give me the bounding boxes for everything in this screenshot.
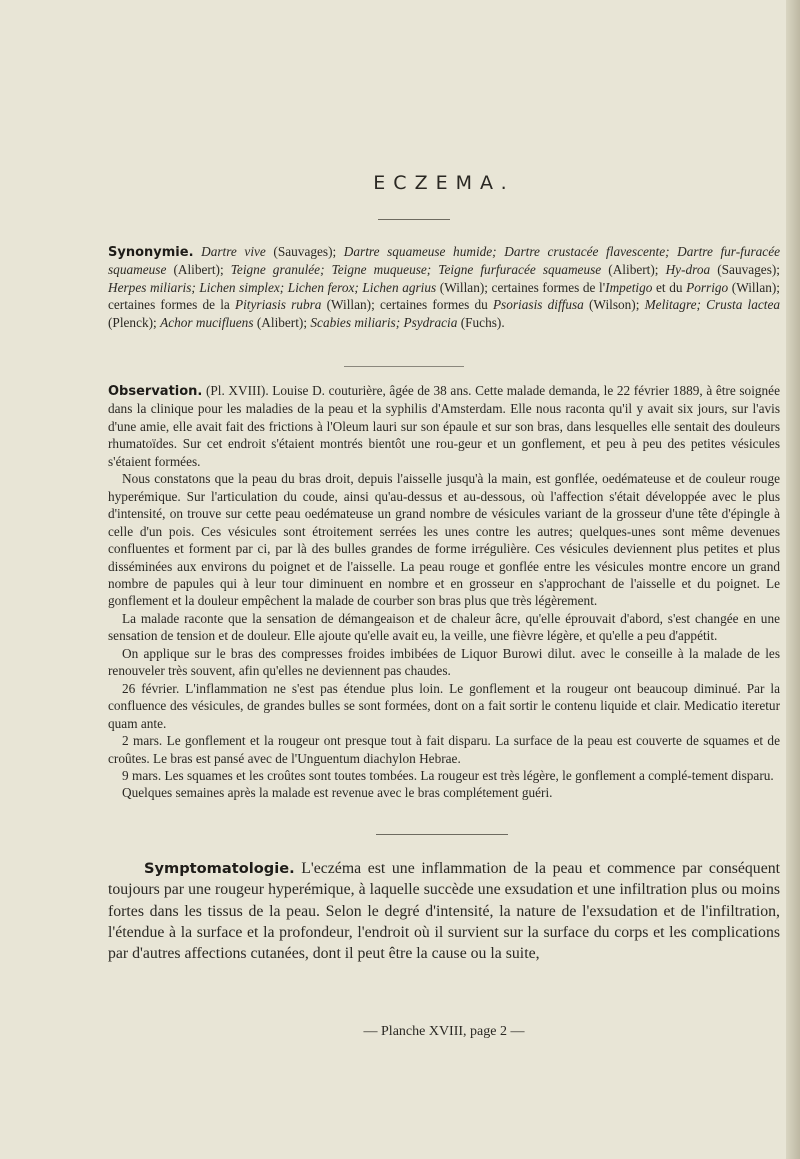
symptomatologie-heading: Symptomatologie. [144, 860, 295, 877]
synonymie-section [108, 243, 780, 331]
page-title: ECZEMA. [373, 172, 515, 194]
synonym-text: et du [652, 279, 687, 295]
synonym-term: Teigne granulée; Teigne muqueuse; Teigne furfuracée squameuse [230, 262, 602, 278]
synonym-text: (Fuchs). [457, 314, 505, 330]
synonym-term: Psoriasis diffusa [492, 297, 584, 313]
synonym-text: (Alibert); [166, 262, 231, 278]
synonym-term: Herpes miliaris; Lichen simplex; Lichen ferox; Lichen agrius [108, 279, 437, 295]
synonym-text: (Sauvages); [710, 262, 780, 278]
symptomatologie-paragraph [108, 858, 780, 964]
synonym-term: Porrigo [686, 279, 729, 295]
synonym-text: (Willan); certaines formes de la [108, 279, 780, 313]
synonymie-heading: Synonymie. [108, 245, 194, 260]
synonym-term: Impetigo [605, 279, 653, 295]
page-edge [786, 0, 800, 1159]
synonym-term: Melitagre; Crusta lactea [644, 297, 780, 313]
page-footer: — Planche XVIII, page 2 — [363, 1024, 525, 1039]
observation-text: (Pl. XVIII). Louise D. couturière, âgée de 38 ans. Cette malade demanda, le 22 février 1889, à être soignée dans la clinique pour les maladies de la peau et la syphilis d'Amsterdam. Elle nous raconta qu'il y avait six jours, sur l'avis d'une amie, elle avait fait des frictions à l'Oleum lauri sur son épaule et sur son bras, dans lesquelles elle sentait des douleurs rhumatoïdes. Sur cet endroit s'étaient montrés bientôt une rou-geur et un gonflement, et peu à peu des petites vésicules s'étaient formées. [108, 383, 780, 469]
symptomatologie-text: L'eczéma est une inflammation de la peau et commence par conséquent toujours par une rougeur hyperémique, à laquelle succède une exsudation et une infiltration plus ou moins fortes dans les tissus de la peau. Selon le degré d'intensité, la nature de l'exsudation et de l'infiltration, l'étendue à la surface et la profondeur, l'endroit où il survient sur la surface du corps et les complications par d'autres affections cutanées, dont il peut être la cause ou la suite, [108, 860, 780, 963]
observation-paragraph: Nous constatons que la peau du bras droit, depuis l'aisselle jusqu'à la main, est gonflée, oedémateuse et de couleur rouge hyperémique. Sur l'articulation du coude, ainsi qu'au-dessus et au-dessous, où l'affection s'était développée avec le plus d'intensité, on trouve sur cette peau oedémateuse un grand nombre de vésicules variant de la grosseur d'une tête d'épingle à celle d'un pois. Ces vésicules sont étroitement serrées les unes contre les autres; quelques-unes sont même devenues confluentes et forment par ci, par là des bulles grandes de forme irrégulière. Ces vésicules deviennent plus petites et plus disséminées aux environs du poignet et de l'aisselle. La peau rouge et gonflée entre les vésicules montre encore un grand nombre de papules qui à leur tour diminuent en nombre et en grosseur en s'approchant de l'aisselle et du poignet. Le gonflement et la douleur empêchent la malade de courber son bras plus que très légèrement. [108, 471, 780, 609]
observation-section [108, 382, 780, 802]
synonym-text: (Alibert); [253, 314, 311, 330]
divider [344, 366, 464, 367]
synonym-text: (Willan); certaines formes de l' [436, 279, 606, 295]
synonym-text: (Wilson); [583, 297, 645, 313]
observation-paragraph: 26 février. L'inflammation ne s'est pas étendue plus loin. Le gonflement et la rougeur ont beaucoup diminué. Par la confluence des vésicules, de grandes bulles se sont formées, dont on a fait sortir le contenu liquide et clair. Medicatio iteretur quam ante. [108, 680, 780, 731]
divider [378, 219, 450, 220]
synonym-term: Hy-droa [665, 262, 711, 278]
observation-paragraph [108, 382, 780, 470]
observation-paragraph: On applique sur le bras des compresses froides imbibées de Liquor Burowi dilut. avec le conseille à la malade de les renouveler très souvent, afin qu'elles ne deviennent pas chaudes. [108, 645, 780, 679]
synonym-text: (Willan); certaines formes du [321, 297, 493, 313]
observation-paragraph: 2 mars. Le gonflement et la rougeur ont presque tout à fait disparu. La surface de la peau est couverte de squames et de croûtes. Le bras est pansé avec de l'Unguentum diachylon Hebrae. [108, 733, 780, 766]
synonym-term: Pityriasis rubra [234, 297, 322, 313]
observation-paragraph: Quelques semaines après la malade est revenue avec le bras complétement guéri. [122, 785, 553, 801]
synonym-text: (Alibert); [601, 262, 666, 278]
synonym-text [194, 244, 202, 259]
synonymie-body [108, 244, 780, 330]
synonym-text: (Plenck); [108, 314, 161, 330]
synonym-text: (Sauvages); [265, 244, 344, 259]
observation-heading: Observation. [108, 384, 203, 399]
synonym-term: Dartre squameuse humide; Dartre crustacée flavescente; Dartre fur-furacée squameuse [108, 244, 780, 278]
synonymie-paragraph [108, 243, 780, 331]
synonym-term: Scabies miliaris; Psydracia [310, 314, 458, 330]
synonym-term: Achor mucifluens [160, 314, 254, 330]
divider [376, 834, 508, 835]
symptomatologie-section [108, 858, 780, 964]
synonym-term: Dartre vive [201, 244, 266, 259]
observation-paragraph: La malade raconte que la sensation de démangeaison et de chaleur âcre, qu'elle éprouvait d'abord, s'est changée en une sensation de tension et de douleur. Elle ajoute qu'elle avait eu, la veille, une fièvre légère, et qu'elle a peu d'appétit. [108, 610, 780, 644]
observation-paragraph: 9 mars. Les squames et les croûtes sont toutes tombées. La rougeur est très légère, le gonflement a complé-tement disparu. [122, 767, 774, 783]
